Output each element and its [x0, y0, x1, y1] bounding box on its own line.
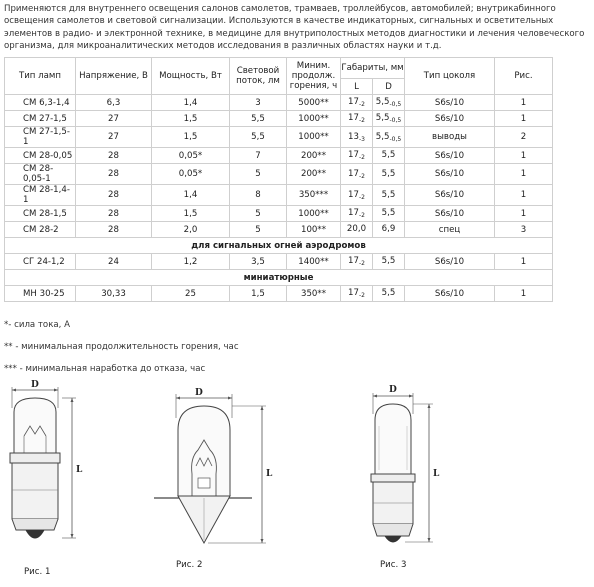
cell-fig: 3	[495, 222, 553, 238]
cell-L: $17_{-2}$	[341, 111, 373, 127]
cell-voltage: 6,3	[76, 95, 152, 111]
cell-base: S6s/10	[405, 148, 495, 164]
figure-2-drawing	[140, 378, 290, 558]
cell-voltage: 28	[76, 206, 152, 222]
cell-L: $17_{-2}$	[341, 254, 373, 270]
fig3-dim-D: D	[389, 385, 397, 395]
cell-life: 350**	[287, 286, 341, 302]
cell-fig: 1	[495, 206, 553, 222]
cell-D: 5,5	[373, 286, 405, 302]
fig3-dim-L: L	[433, 469, 440, 479]
cell-life: 1000**	[287, 127, 341, 148]
table-row	[5, 222, 553, 238]
cell-voltage: 24	[76, 254, 152, 270]
cell-L: $17_{-2}$	[341, 164, 373, 185]
cell-life: 100**	[287, 222, 341, 238]
cell-L: $13_{-3}$	[341, 127, 373, 148]
cell-power: 0,05*	[152, 148, 230, 164]
cell-L: $17_{-2}$	[341, 286, 373, 302]
table-row	[5, 206, 553, 222]
cell-power: 1,4	[152, 185, 230, 206]
cell-type: СМ 28-0,05	[5, 148, 76, 164]
cell-life: 200**	[287, 148, 341, 164]
cell-type: СМ 28-0,05-1	[5, 164, 76, 185]
cell-type: СМ 28-1,5	[5, 206, 76, 222]
table-body-miniature	[5, 286, 553, 302]
cell-L: $17_{-2}$	[341, 95, 373, 111]
cell-power: 1,5	[152, 127, 230, 148]
cell-flux: 1,5	[230, 286, 287, 302]
table-row	[5, 95, 553, 111]
table-body-airfield	[5, 254, 553, 270]
cell-voltage: 30,33	[76, 286, 152, 302]
header-power: Мощность, Вт	[152, 58, 230, 95]
cell-fig: 1	[495, 111, 553, 127]
cell-power: 1,5	[152, 206, 230, 222]
table-row	[5, 148, 553, 164]
cell-base: выводы	[405, 127, 495, 148]
figure-3-drawing	[355, 378, 455, 558]
fig1-dim-L: L	[76, 465, 83, 475]
table-row	[5, 254, 553, 270]
intro-paragraph: Применяются для внутреннего освещения салонов самолетов, трамваев, троллейбусов, автомобилей; внутрикабинного освещения самолетов и световой сигнализации. Используются в качестве индикаторных, сигнальных и осветительных элементов в радио- и электронной технике, в медицине для внутриполостных методов диагностики и лечения человеческого организма, для микроаналитических методов исследования в различных областях науки и т.д.	[4, 4, 585, 51]
cell-base: S6s/10	[405, 185, 495, 206]
table-row	[5, 111, 553, 127]
header-D: D	[373, 79, 405, 95]
note-min-mtbf: *** - минимальная наработка до отказа, час	[4, 364, 206, 374]
group-heading-miniature: миниатюрные	[5, 270, 553, 286]
cell-base: S6s/10	[405, 164, 495, 185]
cell-D: $5,5_{-0,5}$	[373, 111, 405, 127]
cell-flux: 3,5	[230, 254, 287, 270]
cell-voltage: 28	[76, 164, 152, 185]
cell-type: СМ 27-1,5-1	[5, 127, 76, 148]
cell-D: 5,5	[373, 206, 405, 222]
cell-flux: 5,5	[230, 111, 287, 127]
cell-life: 1000**	[287, 111, 341, 127]
cell-life: 200**	[287, 164, 341, 185]
cell-flux: 8	[230, 185, 287, 206]
cell-L: $17_{-2}$	[341, 148, 373, 164]
cell-power: 2,0	[152, 222, 230, 238]
table-body-main	[5, 95, 553, 238]
fig2-caption: Рис. 2	[176, 560, 203, 570]
note-current: *- сила тока, А	[4, 320, 70, 330]
fig1-dim-D: D	[31, 380, 39, 390]
header-flux: Световой поток, лм	[230, 58, 287, 95]
lamp-spec-table	[4, 57, 553, 302]
cell-D: 5,5	[373, 164, 405, 185]
cell-fig: 1	[495, 148, 553, 164]
cell-fig: 1	[495, 164, 553, 185]
table-row	[5, 286, 553, 302]
cell-type: СГ 24-1,2	[5, 254, 76, 270]
cell-type: СМ 6,3-1,4	[5, 95, 76, 111]
cell-fig: 1	[495, 286, 553, 302]
cell-flux: 5,5	[230, 127, 287, 148]
header-base: Тип цоколя	[405, 58, 495, 95]
table-row	[5, 185, 553, 206]
header-life: Миним. продолж. горения, ч	[287, 58, 341, 95]
cell-power: 1,5	[152, 111, 230, 127]
cell-power: 1,2	[152, 254, 230, 270]
cell-L: 20,0	[341, 222, 373, 238]
cell-D: 5,5	[373, 185, 405, 206]
cell-fig: 1	[495, 185, 553, 206]
cell-flux: 3	[230, 95, 287, 111]
cell-voltage: 27	[76, 111, 152, 127]
cell-flux: 5	[230, 206, 287, 222]
cell-life: 5000**	[287, 95, 341, 111]
cell-life: 350***	[287, 185, 341, 206]
cell-power: 0,05*	[152, 164, 230, 185]
cell-power: 1,4	[152, 95, 230, 111]
cell-flux: 5	[230, 164, 287, 185]
figure-1-drawing	[0, 378, 90, 558]
header-voltage: Напряжение, В	[76, 58, 152, 95]
cell-fig: 1	[495, 95, 553, 111]
cell-fig: 1	[495, 254, 553, 270]
cell-type: СМ 28-2	[5, 222, 76, 238]
cell-D: 5,5	[373, 254, 405, 270]
cell-base: S6s/10	[405, 111, 495, 127]
cell-D: 5,5	[373, 148, 405, 164]
table-row	[5, 164, 553, 185]
header-dims: Габариты, мм	[341, 58, 405, 79]
header-fig: Рис.	[495, 58, 553, 95]
cell-base: S6s/10	[405, 254, 495, 270]
cell-base: S6s/10	[405, 206, 495, 222]
fig2-dim-D: D	[195, 388, 203, 398]
cell-voltage: 28	[76, 148, 152, 164]
cell-voltage: 28	[76, 185, 152, 206]
cell-D: $5,5_{-0,5}$	[373, 95, 405, 111]
cell-base: S6s/10	[405, 95, 495, 111]
fig2-dim-L: L	[266, 469, 273, 479]
header-type: Тип ламп	[5, 58, 76, 95]
cell-L: $17_{-2}$	[341, 185, 373, 206]
cell-life: 1000**	[287, 206, 341, 222]
cell-type: СМ 28-1,4-1	[5, 185, 76, 206]
cell-base: спец	[405, 222, 495, 238]
fig1-caption: Рис. 1	[24, 567, 51, 577]
header-L: L	[341, 79, 373, 95]
cell-life: 1400**	[287, 254, 341, 270]
cell-type: СМ 27-1,5	[5, 111, 76, 127]
note-min-life: ** - минимальная продолжительность горения, час	[4, 342, 239, 352]
table-row	[5, 127, 553, 148]
cell-power: 25	[152, 286, 230, 302]
cell-voltage: 28	[76, 222, 152, 238]
cell-type: МН 30-25	[5, 286, 76, 302]
cell-base: S6s/10	[405, 286, 495, 302]
cell-flux: 5	[230, 222, 287, 238]
cell-voltage: 27	[76, 127, 152, 148]
cell-fig: 2	[495, 127, 553, 148]
cell-L: $17_{-2}$	[341, 206, 373, 222]
cell-flux: 7	[230, 148, 287, 164]
fig3-caption: Рис. 3	[380, 560, 407, 570]
cell-D: 6,9	[373, 222, 405, 238]
cell-D: $5,5_{-0,5}$	[373, 127, 405, 148]
group-heading-airfield: для сигнальных огней аэродромов	[5, 238, 553, 254]
